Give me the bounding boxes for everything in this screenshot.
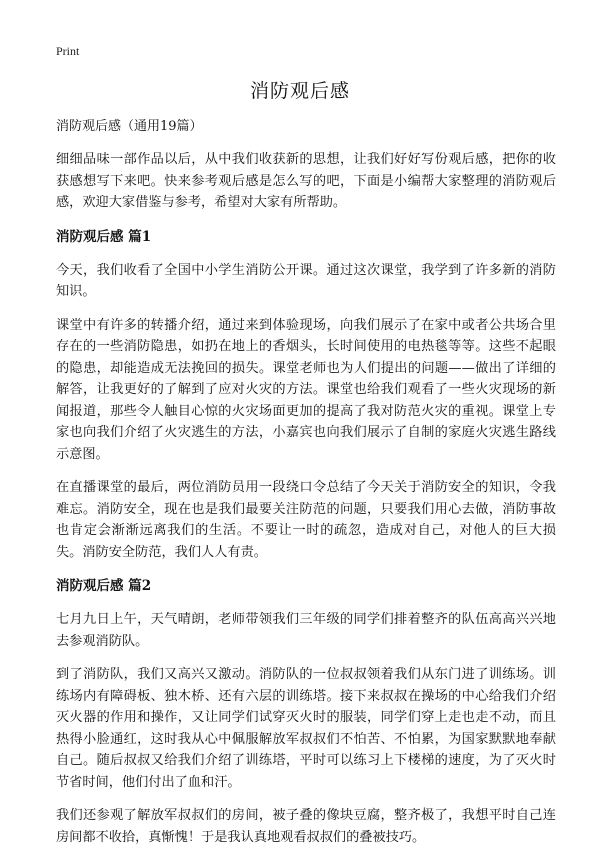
section-paragraph: 在直播课堂的最后，两位消防员用一段绕口令总结了今天关于消防安全的知识，令我难忘。消防安全，现在也是我们最要关注防范的问题，只要我们用心去做，消防事故也肯定会渐渐远离我们的生活。不要让一时的疏忽，造成对自己，对他人的巨大损失。消防安全防范，我们人人有责。 xyxy=(56,480,556,560)
section-paragraph: 我们还参观了解放军叔叔们的房间，被子叠的像块豆腐，整齐极了，我想平时自己连房间都不收拾，真惭愧！于是我认真地观看叔叔们的叠被技巧。 xyxy=(56,808,556,845)
section-2 xyxy=(56,575,556,848)
section-paragraph: 到了消防队，我们又高兴又激动。消防队的一位叔叔领着我们从东门进了训练场。训练场内有障碍板、独木桥、还有六层的训练塔。接下来叔叔在操场的中心给我们介绍灭火器的作用和操作，又让同学们试穿灭火时的服装，同学们穿上走也走不动，而且热得小脸通红，这时我从心中佩服解放军叔叔们不怕苦、不怕累，为国家默默地奉献自己。随后叔叔又给我们介绍了训练塔，平时可以练习上下楼梯的速度，为了灭火时节省时间，他们付出了血和汗。 xyxy=(56,667,556,790)
section-paragraph: 课堂中有许多的转播介绍，通过来到体验现场，向我们展示了在家中或者公共场合里存在的一些消防隐患，如扔在地上的香烟头，长时间使用的电热毯等等。这些不起眼的隐患，却能造成无法挽回的损失。课堂老师也为人们提出的问题——做出了详细的解答，让我更好的了解到了应对火灾的方法。课堂也给我们观看了一些火灾现场的新闻报道，那些令人触目心惊的火灾场面更加的提高了我对防范火灾的重视。课堂上专家也向我们介绍了火灾逃生的方法，小嘉宾也向我们展示了自制的家庭火灾逃生路线示意图。 xyxy=(56,317,556,462)
section-paragraph: 今天，我们收看了全国中小学生消防公开课。通过这次课堂，我学到了许多新的消防知识。 xyxy=(56,262,556,299)
document-subtitle: 消防观后感（通用19篇） xyxy=(56,119,203,134)
intro-paragraph: 细细品味一部作品以后，从中我们收获新的思想，让我们好好写份观后感，把你的收获感想写下来吧。快来参考观后感是怎么写的吧，下面是小编帮大家整理的消防观后感，欢迎大家借鉴与参考，希望对大家有所帮助。 xyxy=(56,152,556,210)
print-link[interactable]: Print xyxy=(56,44,80,58)
page-title: 消防观后感 xyxy=(249,80,350,102)
section-1 xyxy=(56,226,556,564)
section-heading: 消防观后感 篇2 xyxy=(56,578,152,594)
section-paragraph: 七月九日上午，天气晴朗，老师带领我们三年级的同学们排着整齐的队伍高高兴兴地去参观消防队。 xyxy=(56,612,556,649)
document-body xyxy=(56,117,556,860)
section-heading: 消防观后感 篇1 xyxy=(56,228,152,245)
